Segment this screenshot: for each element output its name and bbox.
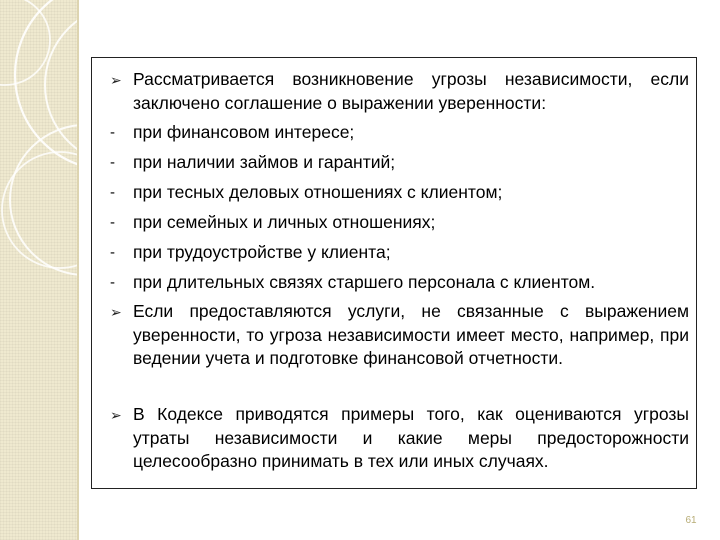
list-item-text: при тесных деловых отношениях с клиентом; — [133, 182, 503, 202]
list-item-text: при финансовом интересе; — [133, 122, 355, 142]
dash-bullet: - — [110, 154, 115, 171]
dash-bullet: - — [110, 124, 115, 141]
page-number: 61 — [685, 515, 697, 526]
dash-bullet: - — [110, 244, 115, 261]
list-item-text: Если предоставляются услуги, не связанные с выражением уверенности, то угроза независимости имеет место, например, при ведении учета и подготовке финансовой отчетности. — [133, 301, 689, 368]
sidebar-divider — [77, 0, 79, 540]
list-item-text: при трудоустройстве у клиента; — [133, 242, 391, 262]
circle-ornament-icon — [0, 0, 77, 540]
arrow-bullet-icon: ➢ — [110, 72, 122, 88]
dash-bullet: - — [110, 214, 115, 231]
decorative-sidebar — [0, 0, 77, 540]
list-item-text: при длительных связях старшего персонала с клиентом. — [133, 272, 596, 292]
list-item-text: В Кодексе приводятся примеры того, как оцениваются угрозы утраты независимости и какие меры предосторожности целесообразно принимать в тех или иных случаях. — [133, 404, 689, 471]
list-item-text: при семейных и личных отношениях; — [133, 212, 436, 232]
content-box — [91, 57, 697, 489]
dash-bullet: - — [110, 274, 115, 291]
arrow-bullet-icon: ➢ — [110, 304, 122, 320]
list-item-text: при наличии займов и гарантий; — [133, 152, 396, 172]
dash-bullet: - — [110, 184, 115, 201]
list-item-text: Рассматривается возникновение угрозы независимости, если заключено соглашение о выражении уверенности: — [133, 69, 689, 113]
arrow-bullet-icon: ➢ — [110, 407, 122, 423]
